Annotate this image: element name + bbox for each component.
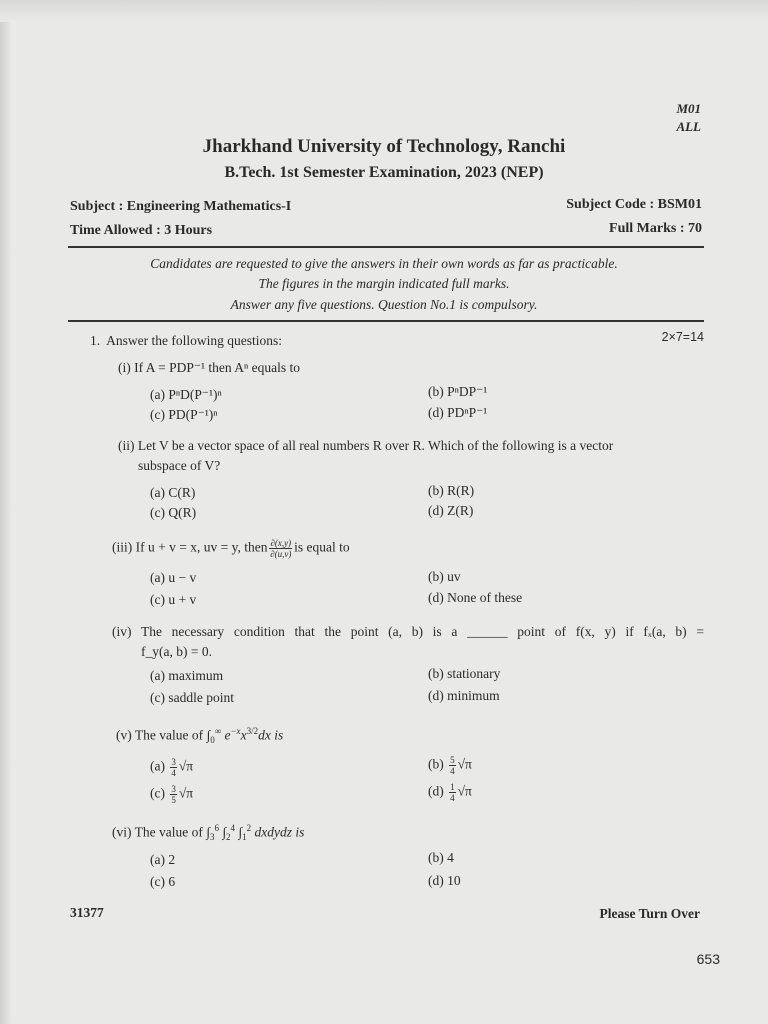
subquestion-ii-cont: subspace of V? [138, 458, 221, 473]
option-a: (a) $\frac{3}{4}$ √π [150, 757, 194, 778]
question-number: 1. Answer the following questions: [90, 333, 282, 348]
option-a: (a) maximum [150, 668, 224, 683]
subquestion-iv: (iv) The necessary condition that the point (a, b) is a ______ point of f(x, y) if fₓ(a, b) = [112, 624, 704, 639]
page-edge-shadow-top [0, 0, 768, 22]
option-b: (b) PⁿDP⁻¹ [428, 384, 488, 399]
subject-code: Subject Code : BSM01 [566, 197, 702, 212]
jacobian-fraction: $\frac{\partial(x,y)}{\partial(u,v)}$ [270, 538, 292, 559]
subject: Subject : Engineering Mathematics-I [70, 199, 292, 214]
subquestion-v: (v) The value of $\int_0^\infty$ $e^{-x}x^{3/2}dx$ is [116, 726, 284, 746]
paper-code: M01 [676, 101, 701, 116]
option-b: (b) R(R) [428, 483, 475, 498]
option-d: (d) minimum [428, 688, 500, 703]
full-marks: Full Marks : 70 [609, 221, 702, 236]
option-b: (b) stationary [428, 666, 501, 681]
option-b: (b) $\frac{5}{4}$ √π [428, 755, 472, 776]
subquestion-ii: (ii) Let V be a vector space of all real numbers R over R. Which of the following is a vector [118, 438, 614, 453]
divider-top [68, 246, 704, 248]
option-c: (c) Q(R) [150, 505, 197, 520]
instruction-2: The figures in the margin indicated full marks. [258, 276, 510, 291]
option-b: (b) 4 [428, 850, 454, 865]
option-c: (c) 6 [150, 874, 176, 889]
university-title: Jharkhand University of Technology, Ranchi [202, 136, 566, 157]
please-turn-over: Please Turn Over [599, 906, 700, 921]
option-d: (d) PDⁿP⁻¹ [428, 405, 488, 420]
paper-number: 31377 [70, 905, 104, 920]
option-d: (d) Z(R) [428, 503, 474, 518]
option-a: (a) u − v [150, 570, 197, 585]
subquestion-i: (i) If A = PDP⁻¹ then Aⁿ equals to [118, 360, 301, 375]
time-allowed: Time Allowed : 3 Hours [70, 223, 213, 238]
option-c: (c) saddle point [150, 690, 234, 705]
option-c: (c) $\frac{3}{5}$ √π [150, 784, 194, 805]
instruction-1: Candidates are requested to give the answers in their own words as far as practicable. [150, 256, 618, 271]
option-a: (a) C(R) [150, 485, 196, 500]
subquestion-iv-cont: f_y(a, b) = 0. [141, 644, 212, 659]
option-c: (c) PD(P⁻¹)ⁿ [150, 407, 218, 422]
instruction-3: Answer any five questions. Question No.1 is compulsory. [230, 297, 538, 312]
option-a: (a) PⁿD(P⁻¹)ⁿ [150, 387, 222, 402]
option-d: (d) 10 [428, 873, 461, 888]
option-b: (b) uv [428, 569, 461, 584]
question-marks: 2×7=14 [661, 330, 704, 344]
divider-bottom [68, 320, 704, 322]
subquestion-iii: (iii) If u + v = x, uv = y, then $\frac{\partial(x,y)}{\partial(u,v)}$ is equal to [112, 538, 350, 559]
subquestion-vi: (vi) The value of $\int_3^6$ $\int_2^4$ $\int_1^2$ dxdydz is [112, 823, 305, 843]
option-d: (d) $\frac{1}{4}$ √π [428, 782, 472, 803]
page-number: 653 [696, 951, 720, 967]
option-a: (a) 2 [150, 852, 176, 867]
exam-title: B.Tech. 1st Semester Examination, 2023 (NEP) [224, 164, 544, 181]
option-c: (c) u + v [150, 592, 197, 607]
option-d: (d) None of these [428, 590, 523, 605]
paper-branch: ALL [676, 119, 701, 134]
